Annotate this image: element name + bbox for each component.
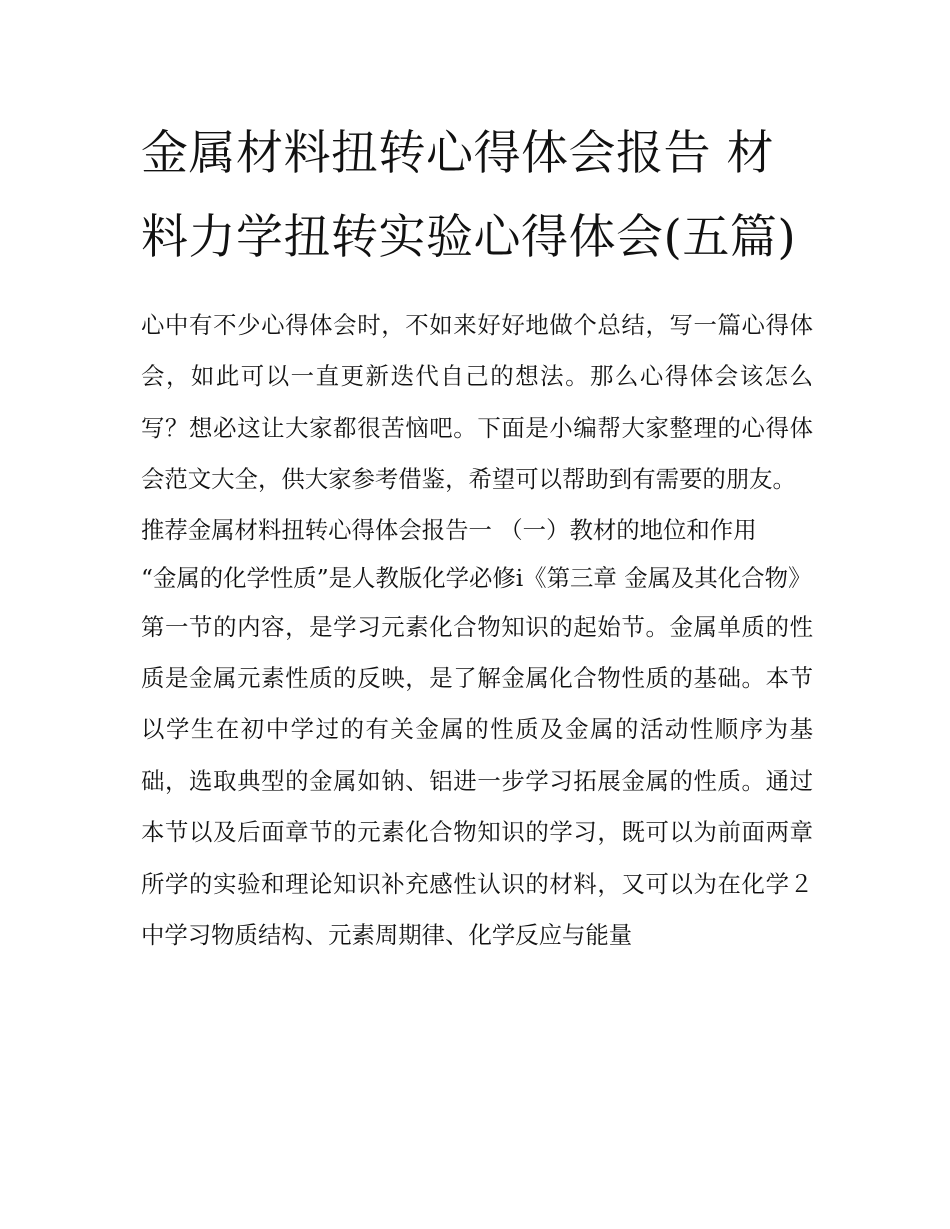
intro-paragraph: 心中有不少心得体会时，不如来好好地做个总结，写一篇心得体会，如此可以一直更新迭代自己的想法。那么心得体会该怎么写？想必这让大家都很苦恼吧。下面是小编帮大家整理的心得体会范文大全，供大家参考借鉴，希望可以帮助到有需要的朋友。 bbox=[141, 311, 813, 494]
document-title: 金属材料扭转心得体会报告 材料力学扭转实验心得体会(五篇) bbox=[141, 126, 797, 265]
document-page bbox=[141, 112, 813, 961]
textbook-reference-paragraph: “金属的化学性质”是人教版化学必修ⅰ《第三章 金属及其化合物》 bbox=[141, 563, 812, 592]
section-heading-paragraph: 推荐金属材料扭转心得体会报告一 （一）教材的地位和作用 bbox=[141, 515, 757, 544]
body-paragraph: 第一节的内容，是学习元素化合物知识的起始节。金属单质的性质是金属元素性质的反映，是了解金属化合物性质的基础。本节以学生在初中学过的有关金属的性质及金属的活动性顺序为基础，选取典型的金属如钠、铝进一步学习拓展金属的性质。通过本节以及后面章节的元素化合物知识的学习，既可以为前面两章所学的实验和理论知识补充感性认识的材料，又可以为在化学２中学习物质结构、元素周期律、化学反应与能量 bbox=[141, 612, 813, 950]
